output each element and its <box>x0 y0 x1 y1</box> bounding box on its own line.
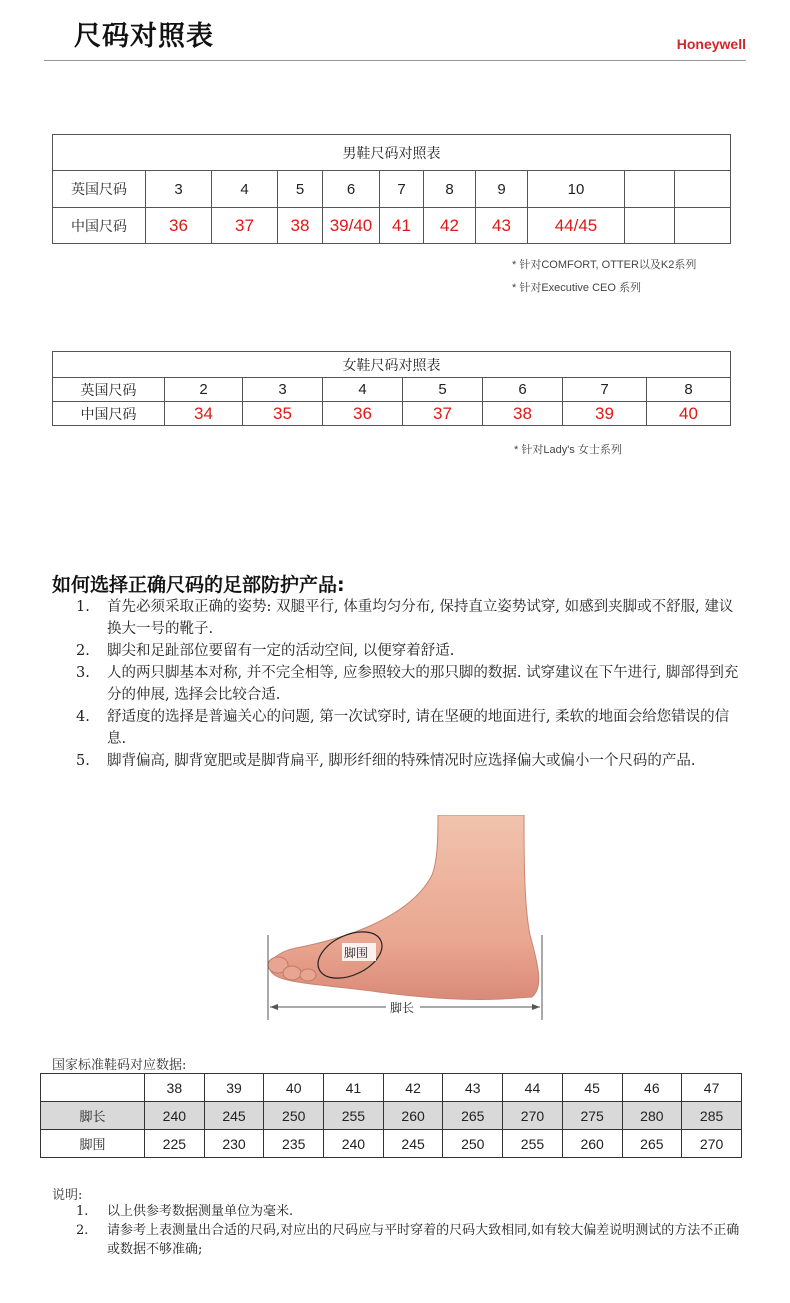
note-item: 2. 请参考上表测量出合适的尺码,对应出的尺码应与平时穿着的尺码大致相同,如有较大偏差说明测试的方法不正确或数据不够准确; <box>76 1223 740 1257</box>
standard-value-cell: 240 <box>145 1102 205 1130</box>
men-size-table <box>52 134 731 244</box>
standard-value-cell: 225 <box>145 1130 205 1158</box>
standard-size-cell: 40 <box>264 1074 324 1102</box>
standard-value-cell: 235 <box>264 1130 324 1158</box>
standard-size-cell: 45 <box>562 1074 622 1102</box>
men-uk-row <box>53 171 731 208</box>
page-title: 尺码对照表 <box>74 21 214 52</box>
men-cn-cell: 41 <box>380 208 424 244</box>
guide-item: 4. 舒适度的选择是普遍关心的问题, 第一次试穿时, 请在坚硬的地面进行, 柔软的地面会给您错误的信息. <box>76 709 730 747</box>
guide-item: 1. 首先必须采取正确的姿势: 双腿平行, 体重均匀分布, 保持直立姿势试穿, 如感到夹脚或不舒服, 建议换大一号的靴子. <box>76 599 734 637</box>
men-uk-cell <box>625 171 675 208</box>
standard-girth-row <box>41 1130 742 1158</box>
standard-value-cell: 280 <box>622 1102 682 1130</box>
standard-size-table <box>40 1073 742 1158</box>
women-uk-cell: 4 <box>323 378 403 402</box>
women-cn-cell: 35 <box>243 402 323 426</box>
men-cn-cell <box>625 208 675 244</box>
women-cn-cell: 37 <box>403 402 483 426</box>
men-table-caption: 男鞋尺码对照表 <box>53 135 731 171</box>
standard-value-cell: 250 <box>264 1102 324 1130</box>
men-uk-cell: 6 <box>323 171 380 208</box>
men-cn-cell: 38 <box>278 208 323 244</box>
women-uk-cell: 6 <box>483 378 563 402</box>
note-item: 1. 以上供参考数据测量单位为毫米. <box>76 1204 294 1219</box>
men-uk-cell: 10 <box>528 171 625 208</box>
standard-value-cell: 270 <box>682 1130 742 1158</box>
men-cn-label: 中国尺码 <box>53 208 146 244</box>
length-label: 脚长 <box>390 1001 415 1015</box>
standard-size-cell: 38 <box>145 1074 205 1102</box>
women-table-caption: 女鞋尺码对照表 <box>53 352 731 378</box>
women-uk-row <box>53 378 731 402</box>
standard-length-row <box>41 1102 742 1130</box>
standard-value-cell: 255 <box>503 1130 563 1158</box>
notes-list <box>52 1202 742 1259</box>
standard-header-row <box>41 1074 742 1102</box>
standard-value-cell: 260 <box>562 1130 622 1158</box>
standard-size-cell: 47 <box>682 1074 742 1102</box>
men-cn-cell: 42 <box>424 208 476 244</box>
standard-size-cell: 39 <box>204 1074 264 1102</box>
men-cn-cell: 36 <box>146 208 212 244</box>
standard-size-cell: 44 <box>503 1074 563 1102</box>
men-cn-cell: 37 <box>212 208 278 244</box>
women-cn-cell: 36 <box>323 402 403 426</box>
standard-value-cell: 240 <box>324 1130 384 1158</box>
women-note: * 针对Lady's 女士系列 <box>514 444 622 456</box>
women-uk-cell: 2 <box>165 378 243 402</box>
women-size-table <box>52 351 731 426</box>
standard-value-cell: 230 <box>204 1130 264 1158</box>
men-note-2: * 针对Executive CEO 系列 <box>512 282 641 294</box>
women-cn-cell: 38 <box>483 402 563 426</box>
guide-item: 2. 脚尖和足趾部位要留有一定的活动空间, 以便穿着舒适. <box>76 643 455 659</box>
men-uk-cell <box>675 171 731 208</box>
standard-value-cell: 265 <box>622 1130 682 1158</box>
men-cn-cell <box>675 208 731 244</box>
women-cn-cell: 39 <box>563 402 647 426</box>
standard-value-cell: 255 <box>324 1102 384 1130</box>
foot-measurement-figure <box>262 815 552 1027</box>
standard-size-cell: 43 <box>443 1074 503 1102</box>
notes-caption: 说明: <box>52 1188 83 1203</box>
women-cn-row <box>53 402 731 426</box>
header-divider <box>44 60 746 61</box>
standard-value-cell: 250 <box>443 1130 503 1158</box>
women-cn-cell: 34 <box>165 402 243 426</box>
standard-value-cell: 245 <box>383 1130 443 1158</box>
men-cn-row <box>53 208 731 244</box>
men-cn-cell: 43 <box>476 208 528 244</box>
foot-illustration <box>262 815 552 1027</box>
men-uk-cell: 7 <box>380 171 424 208</box>
men-uk-label: 英国尺码 <box>53 171 146 208</box>
men-uk-cell: 4 <box>212 171 278 208</box>
women-uk-cell: 3 <box>243 378 323 402</box>
men-uk-cell: 3 <box>146 171 212 208</box>
girth-label: 脚围 <box>344 946 369 960</box>
men-cn-cell: 44/45 <box>528 208 625 244</box>
women-cn-cell: 40 <box>647 402 731 426</box>
men-uk-cell: 8 <box>424 171 476 208</box>
women-uk-label: 英国尺码 <box>53 378 165 402</box>
standard-value-cell: 245 <box>204 1102 264 1130</box>
standard-value-cell: 260 <box>383 1102 443 1130</box>
standard-value-cell: 275 <box>562 1102 622 1130</box>
women-cn-label: 中国尺码 <box>53 402 165 426</box>
standard-value-cell: 265 <box>443 1102 503 1130</box>
men-cn-cell: 39/40 <box>323 208 380 244</box>
standard-size-cell: 42 <box>383 1074 443 1102</box>
guide-list <box>52 596 742 772</box>
brand-logo: Honeywell <box>676 36 746 52</box>
standard-value-cell: 270 <box>503 1102 563 1130</box>
guide-item: 3. 人的两只脚基本对称, 并不完全相等, 应参照较大的那只脚的数据. 试穿建议在下午进行, 脚部得到充分的伸展, 选择会比较合适. <box>76 665 739 703</box>
guide-item: 5. 脚背偏高, 脚背宽肥或是脚背扁平, 脚形纤细的特殊情况时应选择偏大或偏小一个尺码的产品. <box>76 753 696 769</box>
women-uk-cell: 8 <box>647 378 731 402</box>
women-uk-cell: 5 <box>403 378 483 402</box>
women-uk-cell: 7 <box>563 378 647 402</box>
standard-corner-cell <box>41 1074 145 1102</box>
men-uk-cell: 9 <box>476 171 528 208</box>
standard-row-label: 脚长 <box>41 1102 145 1130</box>
standard-size-cell: 46 <box>622 1074 682 1102</box>
standard-value-cell: 285 <box>682 1102 742 1130</box>
standard-caption: 国家标准鞋码对应数据: <box>52 1058 187 1073</box>
standard-size-cell: 41 <box>324 1074 384 1102</box>
men-note-1: * 针对COMFORT, OTTER以及K2系列 <box>512 259 697 271</box>
men-uk-cell: 5 <box>278 171 323 208</box>
guide-heading: 如何选择正确尺码的足部防护产品: <box>52 574 345 596</box>
standard-row-label: 脚围 <box>41 1130 145 1158</box>
